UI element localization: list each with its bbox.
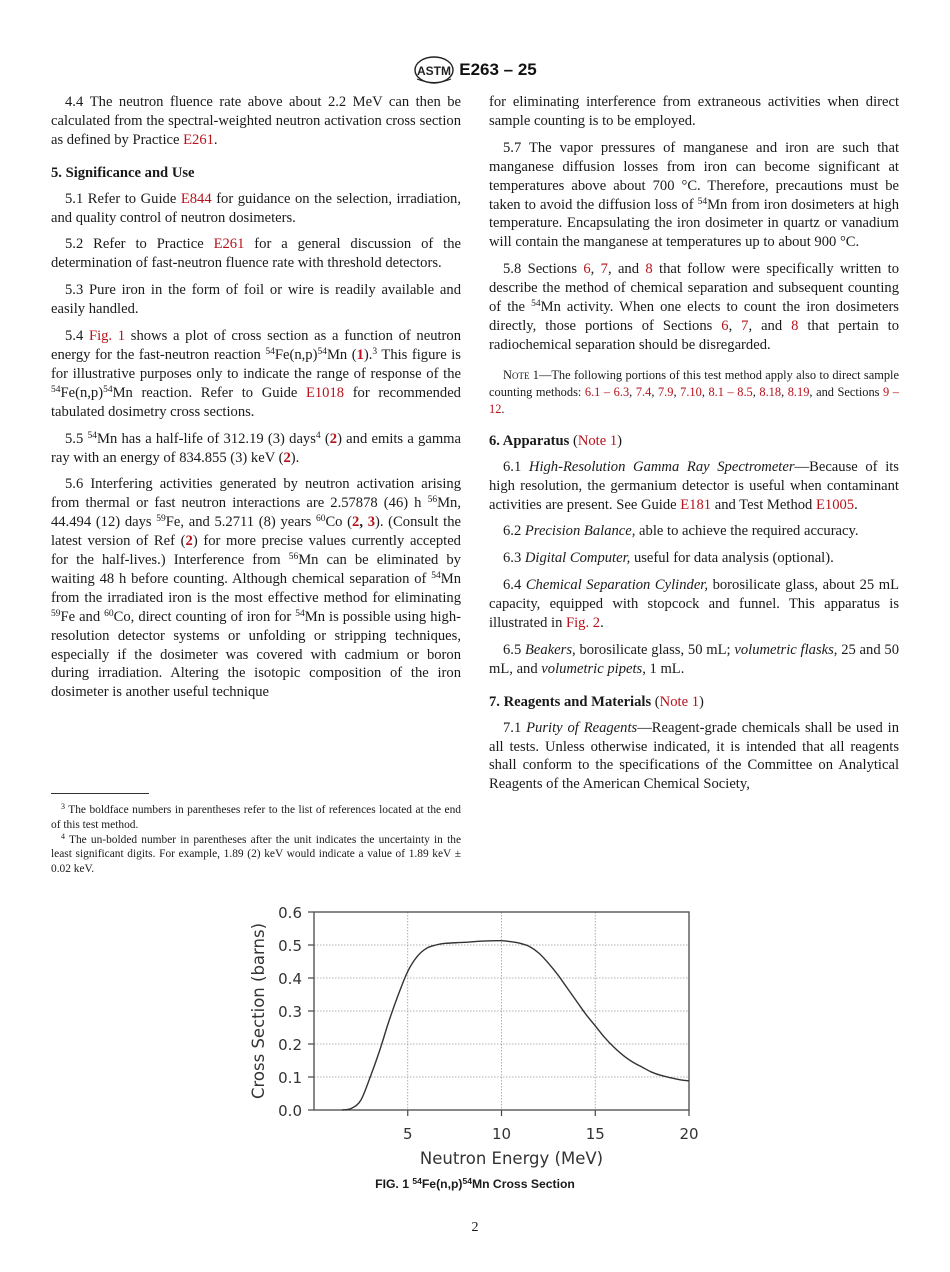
link-note-1[interactable]: Note 1 (577, 432, 618, 449)
para-6-3: 6.3 Digital Computer, useful for data analysis (optional). (503, 550, 834, 567)
cross-section-curve (342, 941, 689, 1110)
para-6-1: 6.1 High-Resolution Gamma Ray Spectrometer—Because of its high resolution, the germanium detector is useful when contaminant activities are present. See Guide E181 and Test Method E1005. (489, 458, 899, 513)
page-header (0, 54, 950, 86)
y-tick-label: 0.3 (278, 1003, 302, 1021)
link-fig-2[interactable]: Fig. 2 (566, 615, 601, 632)
footnotes (51, 803, 461, 877)
para-5-5: 5.5 $^{54}$Mn has a half-life of 312.19 (3) days$^4$ (2) and emits a gamma ray with an energy of 834.855 (3) keV (2). (51, 430, 462, 466)
x-tick-label: 15 (585, 1125, 605, 1143)
link-ref-2[interactable]: 2 (185, 533, 193, 550)
footnote-4: $^4$ The un-bolded number in parentheses after the unit indicates the uncertainty in the least significant digits. For example, 1.89 (2) keV would indicate a value of 1.89 keV ± 0.02 keV. (51, 831, 461, 876)
figure-caption: FIG. 1 $^{54}Fe(n,p)^{54}Mn$ Cross Section (375, 1176, 575, 1191)
left-column (51, 93, 461, 710)
link-ref-2[interactable]: 2 (329, 430, 338, 447)
footnote-3: $^3$ The boldface numbers in parentheses refer to the list of references located at the end of this test method. (51, 802, 461, 831)
section-7-heading: 7. Reagents and Materials (Note 1) (489, 693, 704, 710)
svg-text:ASTM: ASTM (417, 64, 452, 78)
y-tick-label: 0.4 (278, 970, 302, 988)
para-5-6-continued: for eliminating interference from extraneous activities when direct sample counting is to be employed. (489, 94, 899, 129)
link-7-10[interactable]: 7.10 (680, 384, 702, 399)
x-axis-label: Neutron Energy (MeV) (419, 1149, 604, 1168)
link-section-6[interactable]: 6 (721, 317, 729, 334)
link-ref-2[interactable]: 2 (283, 449, 291, 466)
link-7-9[interactable]: 7.9 (657, 384, 674, 399)
link-fig-1[interactable]: Fig. 1 (88, 328, 126, 345)
link-e181[interactable]: E181 (680, 496, 712, 513)
footnote-divider (51, 793, 149, 794)
link-note-1[interactable]: Note 1 (659, 693, 699, 710)
y-tick-label: 0.2 (278, 1036, 302, 1054)
link-6-1-6-3[interactable]: 6.1 – 6.3 (584, 384, 630, 399)
para-5-3: 5.3 Pure iron in the form of foil or wire is readily available and easily handled. (51, 282, 461, 318)
y-tick-label: 0.5 (278, 937, 302, 955)
page-number: 2 (471, 1220, 479, 1235)
right-column (489, 93, 899, 802)
y-axis-label: Cross Section (barns) (249, 922, 268, 1100)
link-e1005[interactable]: E1005 (816, 496, 855, 513)
link-e261[interactable]: E261 (213, 236, 245, 253)
link-8-19[interactable]: 8.19 (787, 384, 810, 399)
para-5-4: 5.4 Fig. 1 shows a plot of cross section as a function of neutron energy for the fast-neutron reaction $^{54}Fe(n,p)^{54}Mn$ (1).$^3$ This figure is for illustrative purposes only to indicate the range of response of the $^{54}Fe(n,p)^{54}Mn$ reaction. Refer to Guide E1018 for recommended tabulated dosimetry cross sections. (51, 328, 462, 420)
para-6-4: 6.4 Chemical Separation Cylinder, borosilicate glass, about 25 mL capacity, equipped with stopcock and funnel. This apparatus is illustrated in Fig. 2. (489, 577, 899, 632)
y-tick-label: 0.1 (278, 1069, 302, 1087)
link-section-8[interactable]: 8 (645, 261, 653, 278)
link-ref-3[interactable]: 3 (367, 514, 375, 531)
section-6-heading: 6. Apparatus (Note 1) (489, 432, 623, 449)
standard-designation: E263 – 25 (459, 60, 537, 79)
link-8-18[interactable]: 8.18 (759, 384, 782, 399)
y-tick-label: 0.6 (278, 904, 302, 922)
note-1: Note 1—The following portions of this test method apply also to direct sample counting methods: 6.1 – 6.3, 7.4, 7.9, 7.10, 8.1 – 8.5, 8.18, 8.19, and Sections 9 – 12. (489, 367, 899, 416)
link-section-8[interactable]: 8 (791, 317, 799, 334)
link-e261[interactable]: E261 (183, 131, 214, 148)
x-tick-label: 5 (402, 1125, 413, 1143)
x-tick-label: 20 (679, 1125, 699, 1143)
link-e844[interactable]: E844 (180, 190, 212, 207)
para-5-2: 5.2 Refer to Practice E261 for a general discussion of the determination of fast-neutron fluence rate with threshold detectors. (51, 236, 462, 272)
link-section-7[interactable]: 7 (741, 317, 749, 334)
para-5-6: 5.6 Interfering activities generated by neutron activation arising from thermal or fast neutron interactions are 2.57878 (46) h $^{56}$Mn, 44.494 (12) days $^{59}$Fe, and 5.2711 (8) years $^{60}$Co (2, 3). (Consult the latest version of Ref (2) for more precise values currently accepted for the half-lives.) Interference from $^{56}$Mn can be eliminated by waiting 48 h before counting. Although chemical separation of $^{54}$Mn from the irradiated iron is the most effective method for eliminating $^{59}$Fe and $^{60}$Co, direct counting of iron for $^{54}$Mn is possible using high-resolution detector systems or unfolding or stripping techniques, especially if the dosimeter was covered with cadmium or boron during irradiation. Altering the isotopic composition of the iron dosimeter is another useful technique (51, 476, 462, 701)
link-7-4[interactable]: 7.4 (635, 384, 652, 399)
link-ref-2[interactable]: 2 (352, 514, 360, 531)
para-5-7: 5.7 The vapor pressures of manganese and iron are such that manganese diffusion losses from iron can become significant at temperatures above about 700 °C. Therefore, precautions must be taken to avoid the diffusion loss of $^{54}$Mn from iron dosimeters at high temperature. Encapsulating the iron dosimeter in quartz or vanadium will contain the manganese at temperatures up to about 900 °C. (489, 139, 899, 251)
section-5-heading: 5. Significance and Use (51, 164, 195, 181)
y-tick-label: 0.0 (278, 1102, 302, 1120)
para-7-1: 7.1 Purity of Reagents—Reagent-grade chemicals shall be used in all tests. Unless otherwise indicated, it is intended that all reagents shall conform to the specifications of the Committee on Analytical Reagents of the American Chemical Society, (489, 719, 899, 793)
link-section-6[interactable]: 6 (583, 261, 591, 278)
link-section-7[interactable]: 7 (600, 261, 608, 278)
para-5-8: 5.8 Sections 6, 7, and 8 that follow were specifically written to describe the method of chemical separation and subsequent counting of the $^{54}$Mn activity. When one elects to count the iron dosimeters directly, those portions of Sections 6, 7, and 8 that pertain to radiochemical separation should be disregarded. (489, 261, 899, 353)
link-8-1-8-5[interactable]: 8.1 – 8.5 (708, 384, 753, 399)
x-tick-label: 10 (491, 1125, 512, 1143)
para-5-1: 5.1 Refer to Guide E844 for guidance on the selection, irradiation, and quality control of neutron dosimeters. (51, 190, 461, 226)
link-e1018[interactable]: E1018 (305, 384, 345, 401)
link-sections-9-12[interactable]: 9 – 12 (489, 384, 899, 416)
para-6-2: 6.2 Precision Balance, able to achieve the required accuracy. (503, 523, 859, 540)
footnote-mark-3: 3 (372, 346, 378, 357)
para-4-4: 4.4 The neutron fluence rate above about 2.2 MeV can then be calculated from the spectral-weighted neutron activation cross section as defined by Practice E261. (51, 94, 461, 148)
para-6-5: 6.5 Beakers, borosilicate glass, 50 mL; volumetric flasks, 25 and 50 mL, and volumetric pipets, 1 mL. (489, 641, 899, 677)
cross-section-chart (240, 898, 710, 1188)
footnote-mark-4: 4 (315, 430, 321, 441)
astm-logo-icon (413, 55, 455, 85)
link-ref-1[interactable]: 1 (356, 346, 364, 363)
